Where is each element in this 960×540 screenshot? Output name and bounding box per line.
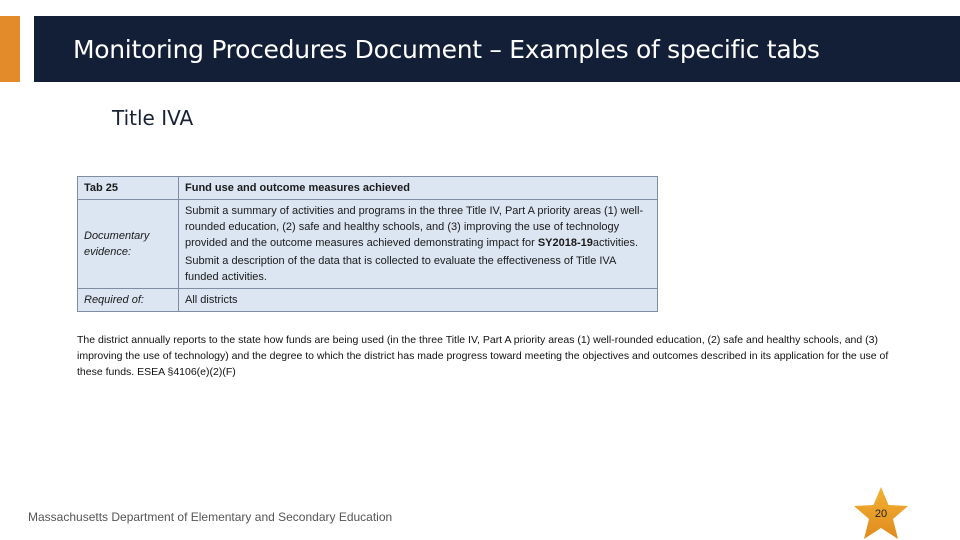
row-label-required-of: Required of: — [78, 289, 179, 312]
evidence-text: Submit a description of the data that is collected to evaluate the effectiveness of Title IVA funded activities. — [185, 255, 616, 283]
tab-number: Tab 25 — [78, 177, 179, 200]
slide-title: Monitoring Procedures Document – Examples of specific tabs — [73, 34, 820, 64]
tab-table — [77, 176, 658, 312]
evidence-paragraph — [185, 253, 651, 285]
page-number: 20 — [874, 508, 888, 520]
table-row — [78, 289, 658, 312]
table-row — [78, 200, 658, 289]
evidence-paragraph — [185, 203, 651, 251]
footer-organization: Massachusetts Department of Elementary and Secondary Education — [28, 510, 393, 524]
row-value-documentary-evidence — [179, 200, 658, 289]
title-bar — [34, 16, 960, 82]
evidence-text: Submit a summary of activities and programs in the three Title IV, Part A priority areas (1) well-rounded education, (2) safe and healthy schools, and (3) improving the use of technology provided and the outcome measures achieved demonstrating impact for — [185, 205, 644, 249]
description-text: The district annually reports to the state how funds are being used (in the three Title IV, Part A priority areas (1) well-rounded education, (2) safe and healthy schools, and (3) improving the use of technology) and the degree to which the district has made progress toward meeting the objectives and outcomes described in its application for the use of these funds. ESEA §4106(e)(2)(F) — [77, 334, 889, 378]
slide-subtitle: Title IVA — [112, 106, 194, 130]
evidence-text-end: activities. — [592, 237, 639, 249]
school-year: SY2018-19 — [537, 237, 593, 249]
tab-title: Fund use and outcome measures achieved — [179, 177, 658, 200]
page-number-badge — [850, 486, 912, 540]
row-value-required-of: All districts — [179, 289, 658, 312]
row-label-documentary-evidence: Documentary evidence: — [78, 200, 179, 289]
table-header-row — [78, 177, 658, 200]
accent-bar — [0, 16, 20, 82]
